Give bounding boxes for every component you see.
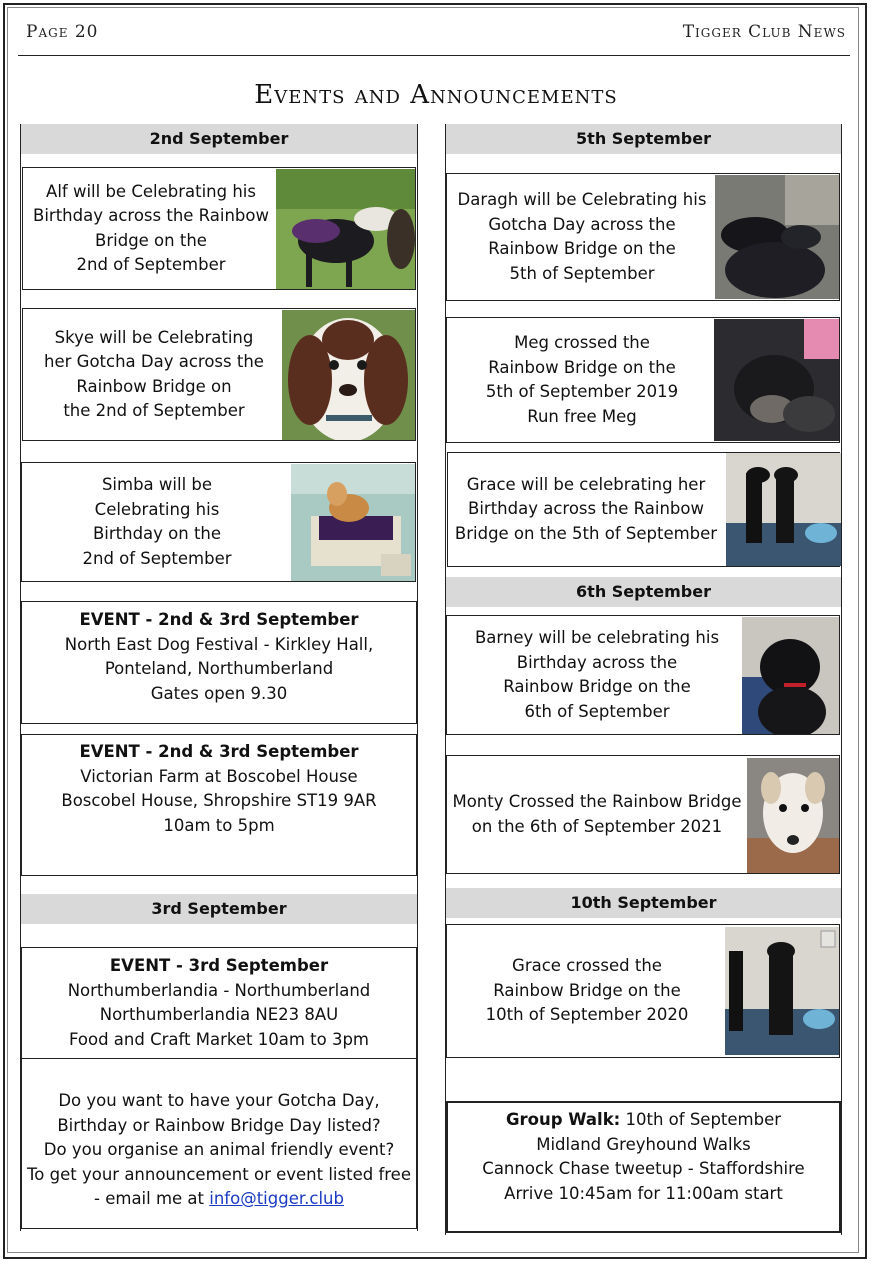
text-line: Northumberlandia - Northumberland: [67, 980, 371, 1000]
text-line: Birthday across the Rainbow: [33, 206, 269, 225]
text-line: Victorian Farm at Boscobel House: [80, 766, 358, 786]
date-header-10th-september: 10th September: [446, 888, 841, 918]
text-line: her Gotcha Day across the: [44, 352, 264, 371]
photo-meg-greyhound: [714, 319, 839, 441]
event-heading: EVENT - 2nd & 3rd September: [79, 742, 359, 761]
text-line: Rainbow Bridge on the: [503, 677, 691, 696]
photo-alf-greyhounds: [276, 169, 415, 289]
announcement-monty: [446, 755, 840, 874]
text-line: Barney will be celebrating his: [474, 628, 720, 647]
photo-monty-greyhound: [747, 758, 839, 873]
announcement-grace-birthday: [447, 452, 840, 567]
left-column-border-right: [417, 124, 418, 1231]
text-line: Rainbow Bridge on the: [488, 239, 676, 258]
photo-grace-greyhounds: [726, 453, 841, 566]
photo-simba-dog-bed: [291, 464, 415, 581]
date-header-2nd-september: 2nd September: [21, 124, 417, 154]
group-walk-label: Group Walk:: [505, 1110, 621, 1129]
announcement-simba: [21, 462, 416, 582]
text-line: Rainbow Bridge on: [76, 376, 232, 396]
text-line: Grace will be celebrating her: [466, 474, 706, 494]
text-line: Ponteland, Northumberland: [104, 659, 334, 678]
text-line: Birthday or Rainbow Bridge Day listed?: [57, 1115, 381, 1135]
text-line: 10am to 5pm: [163, 815, 275, 835]
date-header-5th-september: 5th September: [446, 124, 841, 154]
text-line: Run free Meg: [527, 406, 637, 426]
right-column: [445, 124, 842, 1235]
text-line: on the 6th of September 2021: [471, 816, 723, 836]
text-line: Skye will be Celebrating: [54, 327, 254, 347]
announcement-alf: [22, 167, 416, 290]
text-line: North East Dog Festival - Kirkley Hall,: [64, 634, 374, 654]
event-heading: EVENT - 3rd September: [109, 956, 329, 975]
email-prefix: - email me at: [94, 1189, 210, 1208]
text-line: Birthday across the: [516, 652, 678, 672]
text-line: 5th of September 2019: [485, 382, 679, 401]
publication-name: Tigger Club News: [682, 22, 846, 42]
text-line: 6th of September: [524, 701, 670, 721]
text-line: Bridge on the: [95, 230, 207, 250]
event-heading: EVENT - 2nd & 3rd September: [79, 610, 359, 629]
text-line: Arrive 10:45am for 11:00am start: [504, 1183, 783, 1203]
header-rule: [18, 55, 850, 56]
photo-grace-greyhounds-2: [725, 927, 839, 1055]
left-column: [20, 124, 418, 1231]
event-northumberlandia: [21, 947, 417, 1059]
event-north-east-dog-festival: [21, 601, 417, 724]
photo-barney-greyhound: [742, 617, 839, 734]
text-line: Birthday across the Rainbow: [468, 499, 704, 519]
text-line: Midland Greyhound Walks: [536, 1134, 751, 1154]
text-line: Meg crossed the: [514, 333, 650, 352]
text-line: 5th of September: [509, 263, 655, 283]
text-line: Rainbow Bridge on the: [493, 980, 681, 1000]
text-line: Alf will be Celebrating his: [46, 181, 256, 201]
page-number: Page 20: [26, 22, 99, 42]
photo-skye-spaniel: [282, 310, 415, 440]
announcement-daragh: [446, 173, 840, 301]
announcement-grace-crossed: [446, 924, 840, 1058]
announcement-barney: [446, 615, 840, 735]
text-line: Do you organise an animal friendly event?: [43, 1140, 395, 1159]
text-line: 2nd of September: [82, 548, 232, 568]
text-line: Boscobel House, Shropshire ST19 9AR: [61, 791, 377, 810]
text-line: Birthday on the: [92, 524, 222, 543]
text-line: Gates open 9.30: [150, 683, 288, 703]
email-link[interactable]: info@tigger.club: [209, 1189, 344, 1208]
photo-daragh-greyhounds: [715, 175, 839, 299]
date-header-6th-september: 6th September: [446, 577, 841, 607]
text-line: Daragh will be Celebrating his: [457, 190, 707, 209]
promo-box: [21, 1059, 417, 1229]
email-line: [94, 1187, 344, 1212]
text-line: Cannock Chase tweetup - Staffordshire: [482, 1159, 805, 1178]
announcement-meg: [446, 317, 840, 443]
text-line: Rainbow Bridge on the: [488, 357, 676, 377]
text-line: Grace crossed the: [512, 956, 662, 976]
page-title: Events and Announcements: [254, 80, 618, 110]
event-victorian-farm: [21, 734, 417, 876]
text-line: 2nd of September: [76, 255, 226, 274]
date-header-3rd-september: 3rd September: [21, 894, 417, 924]
text-line: Gotcha Day across the: [488, 214, 676, 234]
group-walk: [446, 1101, 841, 1233]
announcement-skye: [22, 308, 416, 441]
group-walk-date: 10th of September: [620, 1110, 782, 1129]
text-line: Monty Crossed the Rainbow Bridge: [452, 792, 742, 811]
text-line: 10th of September 2020: [485, 1005, 689, 1025]
text-line: To get your announcement or event listed free: [27, 1164, 411, 1184]
text-line: Bridge on the 5th of September: [454, 523, 718, 543]
right-column-border-right: [841, 124, 842, 1235]
text-line: the 2nd of September: [63, 401, 245, 420]
text-line: Food and Craft Market 10am to 3pm: [69, 1029, 369, 1049]
text-line: Celebrating his: [94, 499, 220, 519]
text-line: Do you want to have your Gotcha Day,: [58, 1091, 380, 1110]
text-line: Northumberlandia NE23 8AU: [99, 1005, 339, 1024]
text-line: Simba will be: [101, 475, 213, 494]
group-walk-heading: [506, 1108, 781, 1133]
